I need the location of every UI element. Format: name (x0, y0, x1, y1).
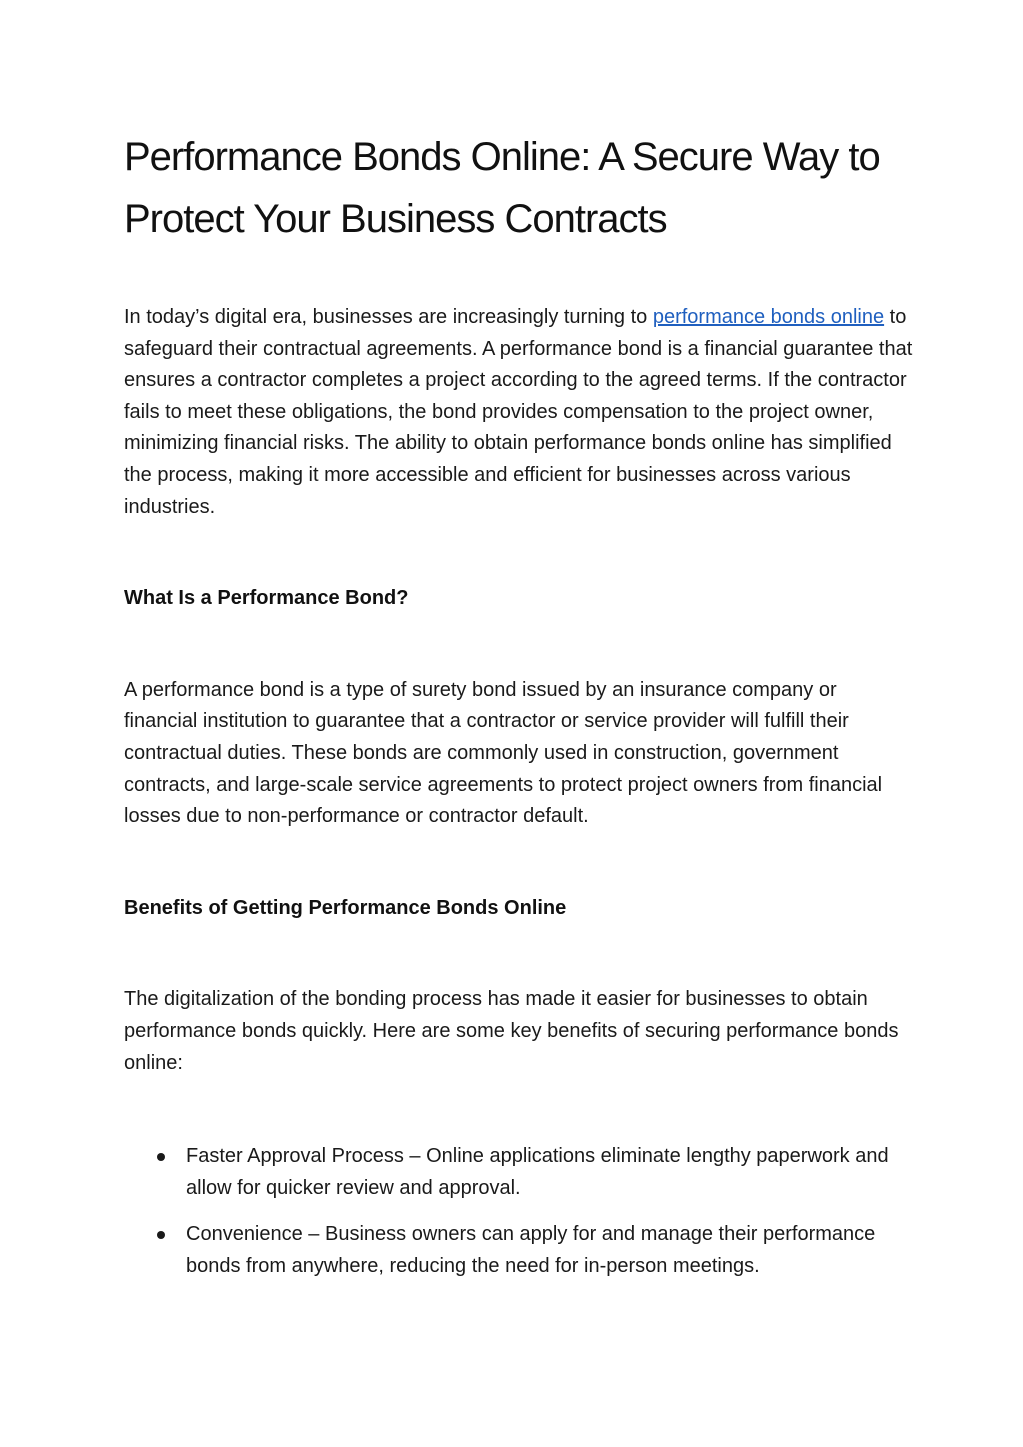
list-item (124, 1141, 914, 1204)
document-page (124, 126, 914, 1297)
section-heading-what-is: What Is a Performance Bond? (124, 587, 409, 610)
document-title: Performance Bonds Online: A Secure Way to Protect Your Business Contracts (124, 135, 880, 241)
bullet-icon (157, 1153, 165, 1161)
intro-text-start: In today’s digital era, businesses are increasingly turning to (124, 306, 653, 328)
intro-paragraph (124, 302, 914, 523)
section-paragraph-what-is: A performance bond is a type of surety bond issued by an insurance company or financial institution to guarantee that a contractor or service provider will fulfill their contractual duties. These bonds are commonly used in construction, government contracts, and large-scale service agreements to protect project owners from financial losses due to non-performance or contractor default. (124, 678, 883, 828)
benefits-list (124, 1141, 914, 1282)
list-item-text: Faster Approval Process – Online applications eliminate lengthy paperwork and allow for quicker review and approval. (186, 1145, 889, 1199)
bullet-icon (157, 1231, 165, 1239)
list-item-text: Convenience – Business owners can apply for and manage their performance bonds from anywhere, reducing the need for in-person meetings. (186, 1223, 876, 1277)
section-heading-benefits: Benefits of Getting Performance Bonds Online (124, 896, 567, 919)
intro-text-end: to safeguard their contractual agreements. A performance bond is a financial guarantee that ensures a contractor completes a project according to the agreed terms. If the contractor fails to meet these obligations, the bond provides compensation to the project owner, minimizing financial risks. The ability to obtain performance bonds online has simplified the process, making it more accessible and efficient for businesses across various industries. (124, 306, 913, 518)
list-item (124, 1219, 914, 1282)
section-paragraph-benefits: The digitalization of the bonding process has made it easier for businesses to obtain performance bonds quickly. Here are some key benefits of securing performance bonds online: (124, 988, 899, 1074)
performance-bonds-online-link[interactable]: performance bonds online (652, 306, 885, 328)
